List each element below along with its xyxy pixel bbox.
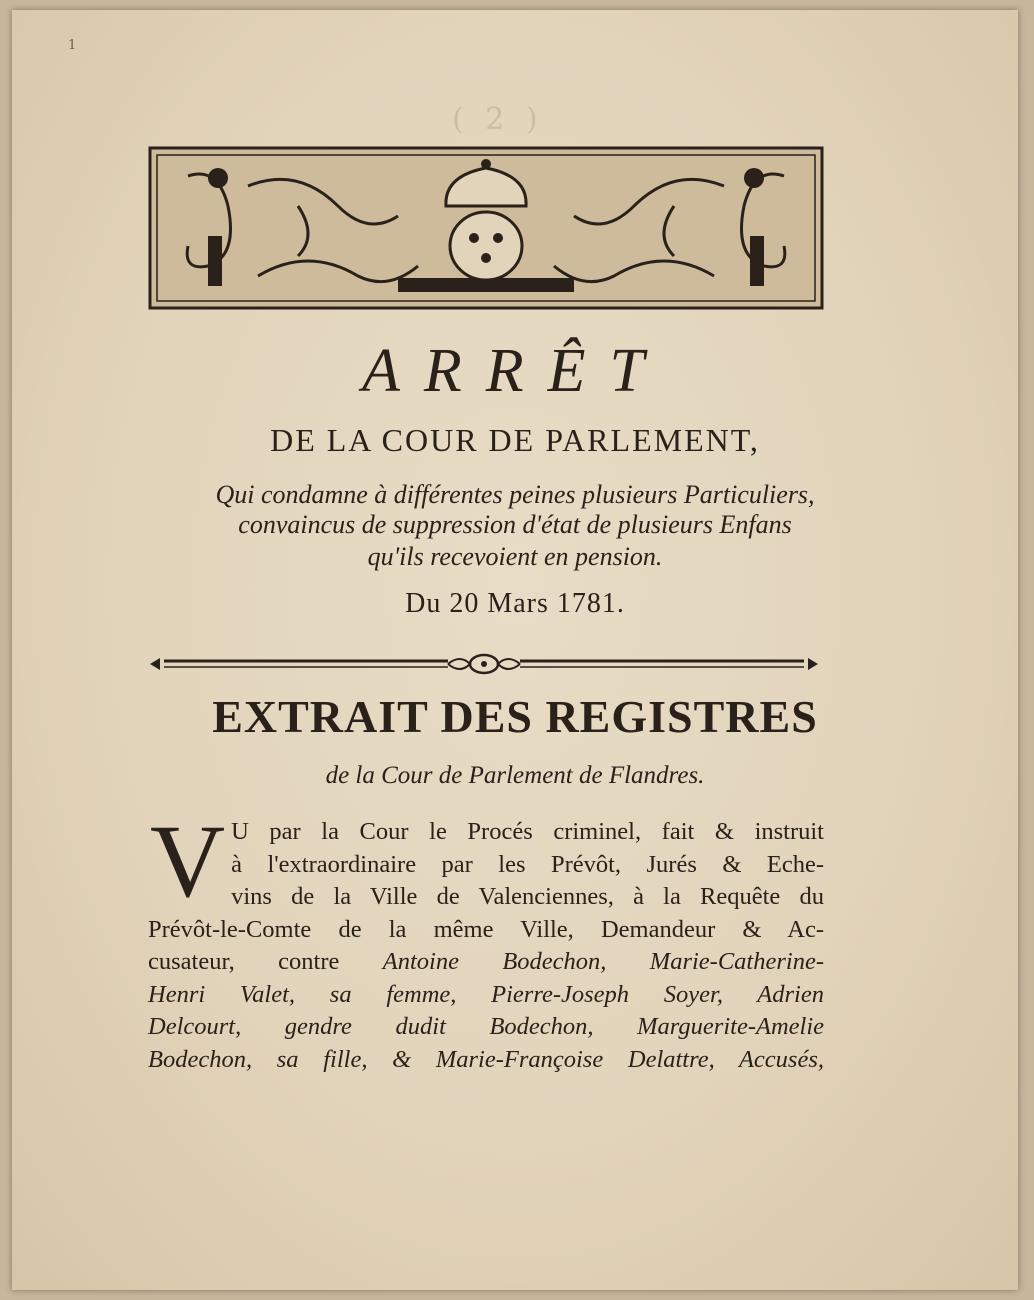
page-number: 1 (68, 38, 77, 53)
drop-cap: V (150, 804, 226, 919)
body-line: vins de la Ville de Valenciennes, à la Requête du (231, 883, 824, 910)
body-text-roman: cusateur, contre (148, 948, 383, 975)
document-date: Du 20 Mars 1781. (405, 588, 625, 619)
ornamental-headpiece (148, 146, 824, 310)
document-subtitle: DE LA COUR DE PARLEMENT, (270, 422, 760, 458)
body-line: U par la Cour le Procés criminel, fait & instruit (231, 818, 824, 845)
description-line: Qui condamne à différentes peines plusieurs Particuliers, (215, 480, 815, 509)
body-line (148, 946, 824, 979)
show-through-header: ( 2 ) (452, 102, 544, 137)
body-line (148, 1044, 824, 1077)
body-line (148, 979, 824, 1012)
body-text (148, 804, 824, 1076)
extract-heading: EXTRAIT DES REGISTRES (212, 691, 818, 742)
ornamental-rule (148, 650, 820, 678)
body-line (148, 1011, 824, 1044)
accused-names: Bodechon, sa fille, & Marie-Françoise Delattre, Accusés, (148, 1045, 824, 1073)
extract-subheading: de la Cour de Parlement de Flandres. (325, 762, 705, 789)
document-page (12, 10, 1018, 1290)
body-line: à l'extraordinaire par les Prévôt, Jurés & Eche- (231, 850, 824, 878)
accused-names: Antoine Bodechon, Marie-Catherine- (382, 948, 824, 975)
description-line: qu'ils recevoient en pension. (367, 542, 663, 571)
description-line: convaincus de suppression d'état de plusieurs Enfans (238, 510, 792, 539)
document-title: ARRÊT (362, 337, 668, 405)
body-line: Prévôt-le-Comte de la même Ville, Demandeur & Ac- (148, 915, 824, 943)
accused-names: Delcourt, gendre dudit Bodechon, Marguerite-Amelie (148, 1013, 824, 1040)
accused-names: Henri Valet, sa femme, Pierre-Joseph Soyer, Adrien (148, 980, 824, 1008)
